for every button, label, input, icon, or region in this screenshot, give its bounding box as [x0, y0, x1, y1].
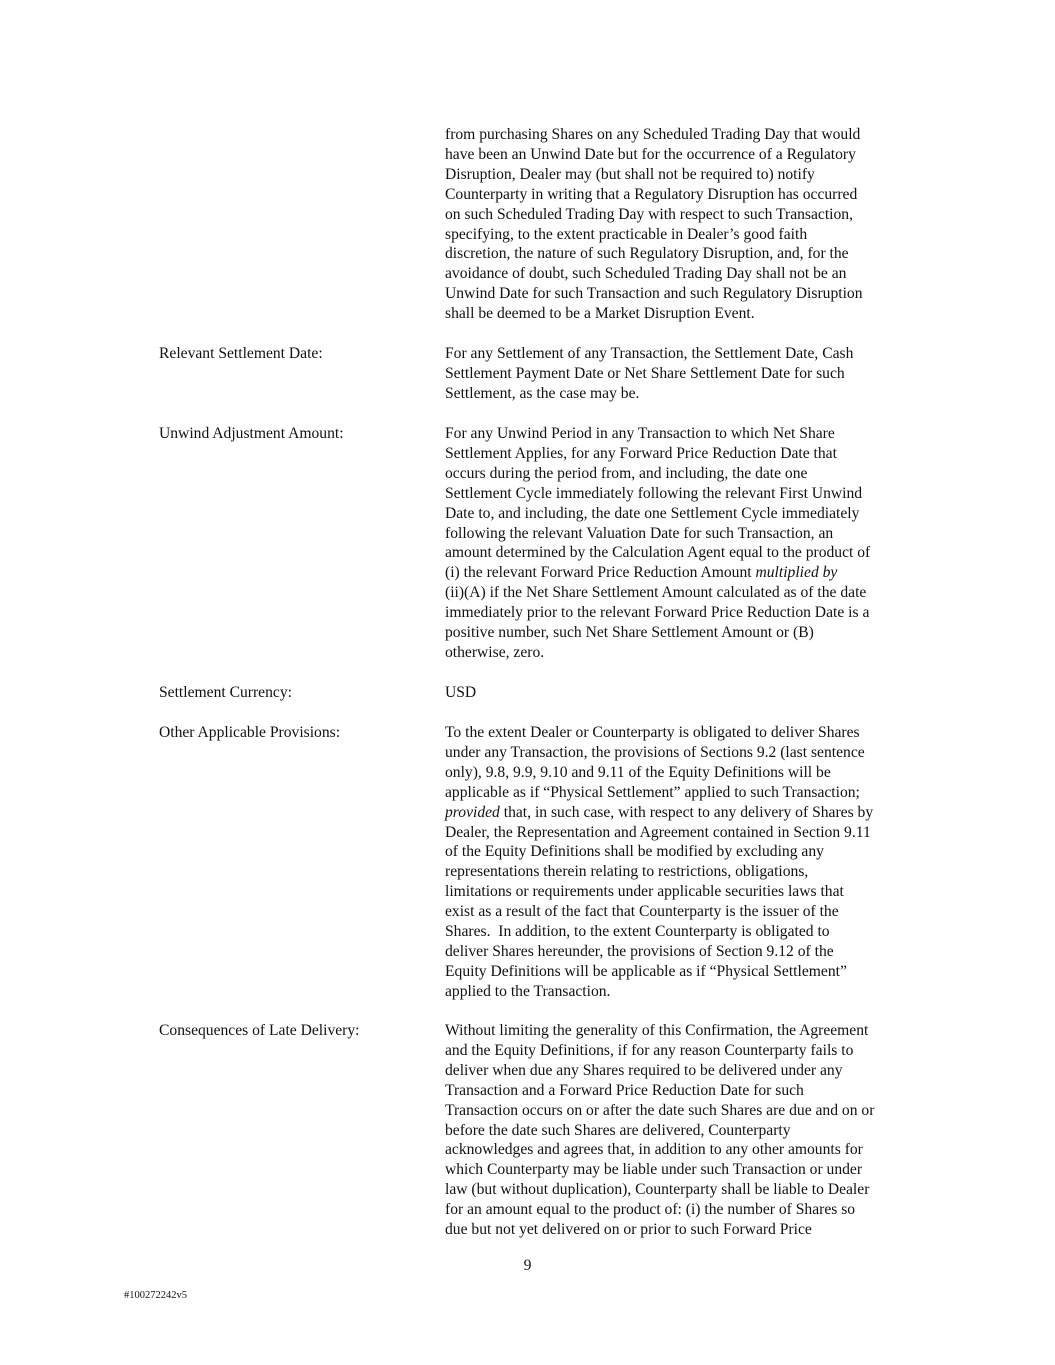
text-line: which Counterparty may be liable under such Transaction or under — [445, 1161, 863, 1179]
text-line: occurs during the period from, and including, the date one — [445, 464, 808, 482]
text-line: due but not yet delivered on or prior to such Forward Price — [445, 1221, 812, 1239]
term-settlement-currency: Settlement Currency: — [159, 684, 292, 701]
text-segment: that, in such case, with respect to any delivery of Shares by — [499, 803, 874, 821]
text-line: of the Equity Definitions shall be modified by excluding any — [445, 843, 824, 861]
text-line: specifying, to the extent practicable in Dealer’s good faith — [445, 225, 808, 243]
term-other-applicable-provisions: Other Applicable Provisions: — [159, 724, 341, 741]
text-line: only), 9.8, 9.9, 9.10 and 9.11 of the Equity Definitions will be — [445, 763, 831, 781]
text-line: law (but without duplication), Counterparty shall be liable to Dealer — [445, 1181, 870, 1199]
text-line: Disruption, Dealer may (but shall not be required to) notify — [445, 165, 815, 183]
definition-unwind-adjustment-amount — [445, 424, 870, 663]
text-line: For any Unwind Period in any Transaction to which Net Share — [445, 425, 835, 442]
text-line: amount determined by the Calculation Agent equal to the product of — [445, 544, 871, 562]
text-line: (ii)(A) if the Net Share Settlement Amount calculated as of the date — [445, 584, 867, 602]
text-line: USD — [445, 684, 477, 701]
text-line — [445, 803, 873, 823]
text-line: applied to the Transaction. — [445, 982, 611, 1000]
text-line: from purchasing Shares on any Scheduled Trading Day that would — [445, 126, 861, 143]
text-line: before the date such Shares are delivered, Counterparty — [445, 1121, 791, 1139]
term-unwind-adjustment-amount: Unwind Adjustment Amount: — [159, 425, 344, 442]
text-line: Counterparty in writing that a Regulatory Disruption has occurred — [445, 185, 858, 203]
text-line: acknowledges and agrees that, in addition to any other amounts for — [445, 1141, 863, 1159]
continuation-paragraph — [445, 125, 863, 324]
text-line: limitations or requirements under applicable securities laws that — [445, 883, 844, 901]
text-line: for an amount equal to the product of: (i) the number of Shares so — [445, 1201, 856, 1219]
text-line: Transaction and a Forward Price Reduction Date for such — [445, 1081, 804, 1099]
definition-other-applicable-provisions — [445, 723, 873, 1002]
text-line: following the relevant Valuation Date for such Transaction, an — [445, 524, 834, 542]
text-line: Transaction occurs on or after the date such Shares are due and on or — [445, 1101, 875, 1119]
text-line: Unwind Date for such Transaction and such Regulatory Disruption — [445, 285, 863, 303]
text-line: avoidance of doubt, such Scheduled Trading Day shall not be an — [445, 265, 847, 283]
text-line: applicable as if “Physical Settlement” applied to such Transaction; — [445, 783, 860, 801]
text-line: To the extent Dealer or Counterparty is obligated to deliver Shares — [445, 724, 860, 741]
text-line — [445, 563, 870, 583]
italic-term: provided — [445, 803, 500, 821]
text-line: discretion, the nature of such Regulatory Disruption, and, for the — [445, 245, 849, 263]
text-line: Settlement, as the case may be. — [445, 384, 640, 402]
text-line: Date to, and including, the date one Settlement Cycle immediately — [445, 504, 860, 522]
text-line: deliver when due any Shares required to be delivered under any — [445, 1061, 843, 1079]
text-line: Dealer, the Representation and Agreement contained in Section 9.11 — [445, 823, 871, 841]
text-line: Without limiting the generality of this Confirmation, the Agreement — [445, 1022, 869, 1039]
text-line: shall be deemed to be a Market Disruption Event. — [445, 305, 755, 323]
text-line: have been an Unwind Date but for the occurrence of a Regulatory — [445, 145, 856, 163]
text-line: Settlement Payment Date or Net Share Settlement Date for such — [445, 364, 845, 382]
text-line: on such Scheduled Trading Day with respect to such Transaction, — [445, 205, 853, 223]
text-line: and the Equity Definitions, if for any reason Counterparty fails to — [445, 1041, 854, 1059]
page-number: 9 — [523, 1257, 532, 1274]
text-line: Settlement Applies, for any Forward Price Reduction Date that — [445, 444, 837, 462]
term-relevant-settlement-date: Relevant Settlement Date: — [159, 345, 323, 362]
text-line: Equity Definitions will be applicable as if “Physical Settlement” — [445, 962, 847, 980]
text-line: positive number, such Net Share Settlement Amount or (B) — [445, 624, 814, 642]
definition-relevant-settlement-date — [445, 344, 853, 404]
text-line: deliver Shares hereunder, the provisions of Section 9.12 of the — [445, 942, 834, 960]
definition-settlement-currency — [445, 683, 476, 703]
text-segment: (i) the relevant Forward Price Reduction Amount — [445, 564, 756, 582]
text-line: immediately prior to the relevant Forward Price Reduction Date is a — [445, 604, 870, 622]
italic-term: multiplied by — [755, 564, 838, 582]
text-line: exist as a result of the fact that Counterparty is the issuer of the — [445, 903, 839, 921]
term-consequences-of-late-delivery: Consequences of Late Delivery: — [159, 1022, 360, 1039]
text-line: representations therein relating to restrictions, obligations, — [445, 863, 809, 881]
text-line: For any Settlement of any Transaction, the Settlement Date, Cash — [445, 345, 854, 362]
text-line: otherwise, zero. — [445, 643, 545, 661]
document-id: #100272242v5 — [124, 1290, 187, 1301]
text-line: under any Transaction, the provisions of Sections 9.2 (last sentence — [445, 743, 865, 761]
definition-consequences-of-late-delivery — [445, 1021, 874, 1240]
text-line: Shares. In addition, to the extent Counterparty is obligated to — [445, 923, 830, 941]
text-line: Settlement Cycle immediately following the relevant First Unwind — [445, 484, 863, 502]
